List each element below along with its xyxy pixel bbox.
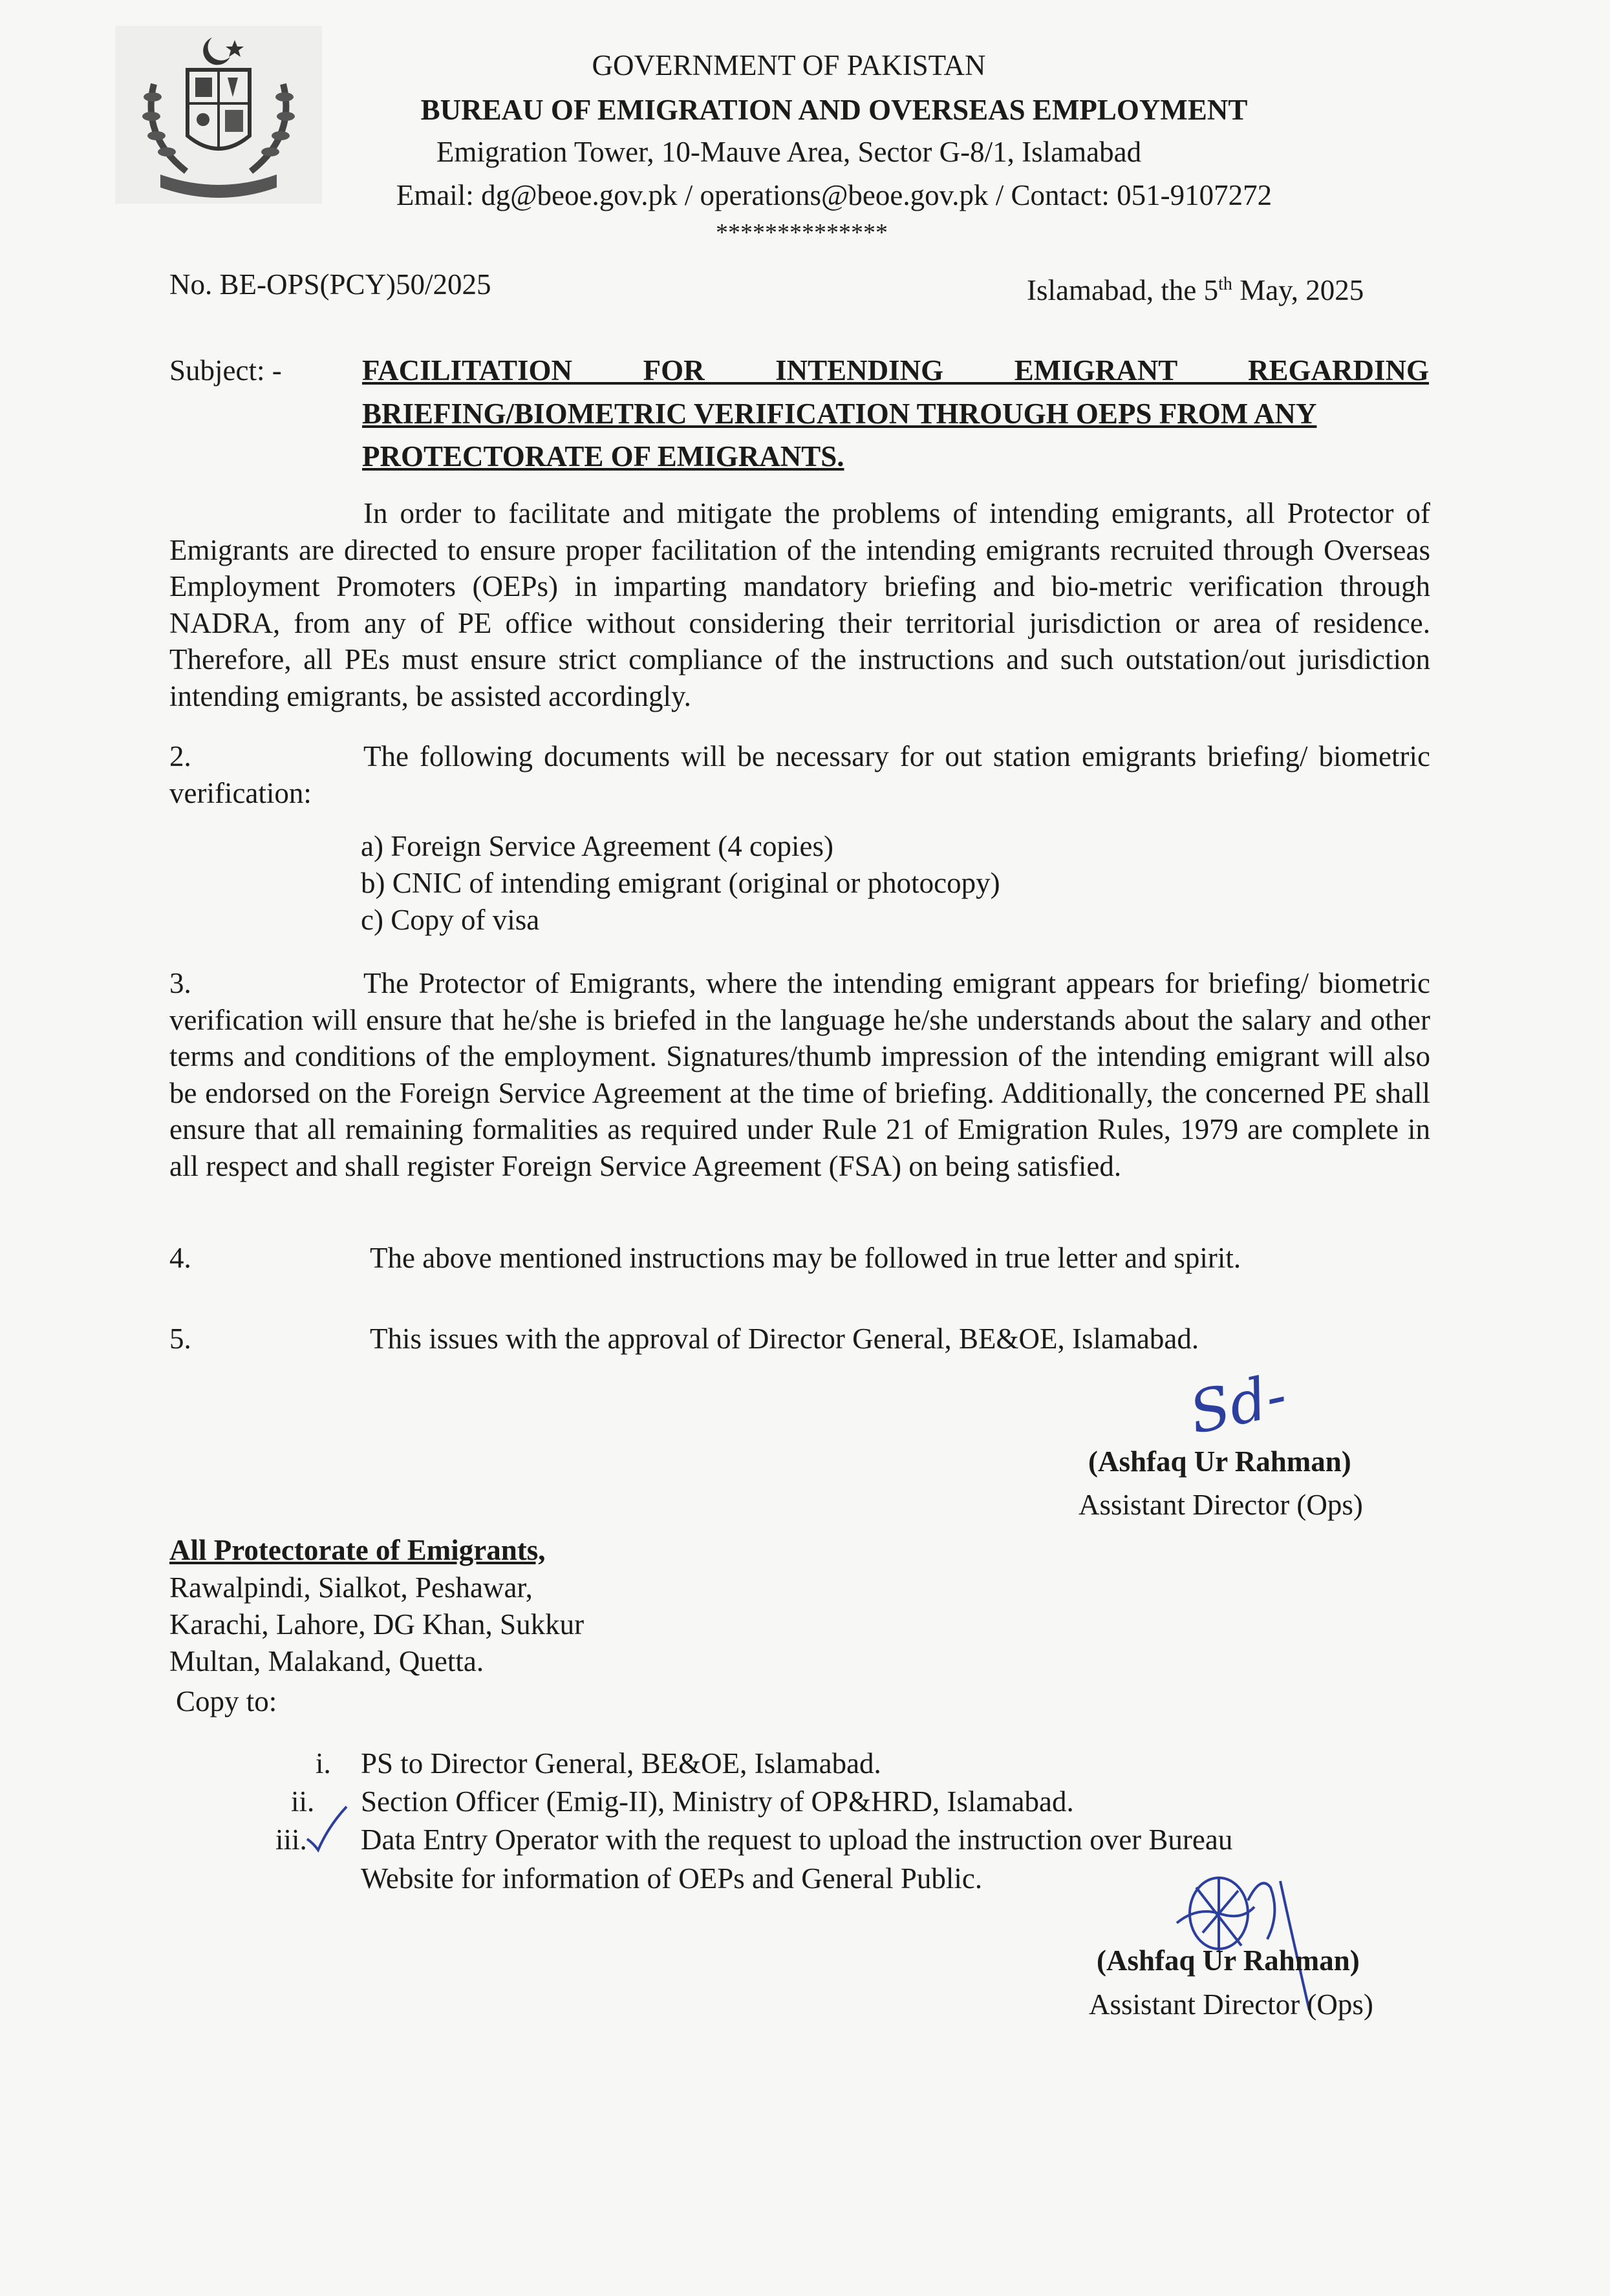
subject-line-1: FACILITATION FOR INTENDING EMIGRANT REGARDING: [362, 354, 1429, 387]
copy-number: i.: [316, 1747, 331, 1780]
header-stars: **************: [716, 219, 888, 246]
paragraph-2-number: 2.: [169, 740, 191, 772]
paragraph-3-number: 3.: [169, 967, 191, 999]
letter-date: Islamabad, the 5th May, 2025: [1027, 274, 1364, 306]
subject-line-2: BRIEFING/BIOMETRIC VERIFICATION THROUGH OEPS FROM ANY: [362, 398, 1317, 430]
copy-item: Data Entry Operator with the request to upload the instruction over Bureau: [361, 1823, 1233, 1856]
list-item: b) CNIC of intending emigrant (original or photocopy): [361, 867, 1000, 899]
copy-number: ii.: [291, 1785, 315, 1818]
paragraph-1: In order to facilitate and mitigate the problems of intending emigrants, all Protector of Emigrants are directed to ensure proper facilitation of the intending emigrants recruited through Overseas Employment Promoters (OEPs) in imparting mandatory briefing and bio-metric verification through NADRA, from any of PE office without considering their territorial jurisdiction or area of residence. Therefore, all PEs must ensure strict compliance of the instructions and such outstation/out jurisdiction intending emigrants, be assisted accordingly.: [169, 497, 1430, 712]
header-government: GOVERNMENT OF PAKISTAN: [592, 49, 986, 81]
reference-number: No. BE-OPS(PCY)50/2025: [169, 268, 491, 301]
list-item: c) Copy of visa: [361, 904, 540, 936]
header-contact: Email: dg@beoe.gov.pk / operations@beoe.gov.pk / Contact: 051-9107272: [396, 179, 1272, 211]
header-address: Emigration Tower, 10-Mauve Area, Sector G-8/1, Islamabad: [436, 136, 1142, 168]
signature-sd: Sd-: [1183, 1361, 1293, 1448]
copy-item: Section Officer (Emig-II), Ministry of OP&HRD, Islamabad.: [361, 1785, 1074, 1818]
distribution-line: Rawalpindi, Sialkot, Peshawar,: [169, 1571, 533, 1604]
distribution-line: Multan, Malakand, Quetta.: [169, 1645, 484, 1677]
paragraph-3: The Protector of Emigrants, where the intending emigrant appears for briefing/ biometric verification will ensure that he/she is briefed in the language he/she understands about the salary and other terms and conditions of the employment. Signatures/thumb impression of the intending emigrant will also be endorsed on the Foreign Service Agreement at the time of briefing. Additionally, the concerned PE shall ensure that all remaining formalities as required under Rule 21 of Emigration Rules, 1979 are complete in all respect and shall register Foreign Service Agreement (FSA) on being satisfied.: [169, 967, 1430, 1182]
distribution-heading: All Protectorate of Emigrants,: [169, 1534, 546, 1566]
copy-item: Website for information of OEPs and General Public.: [361, 1862, 983, 1895]
copy-number: iii.: [275, 1823, 307, 1856]
paragraph-5-number: 5.: [169, 1323, 191, 1355]
copy-item: PS to Director General, BE&OE, Islamabad.: [361, 1747, 881, 1780]
header-bureau: BUREAU OF EMIGRATION AND OVERSEAS EMPLOYMENT: [420, 94, 1248, 126]
check-mark-icon: [304, 1803, 349, 1855]
signatory-name: (Ashfaq Ur Rahman): [1088, 1445, 1351, 1478]
signatory-name-2: (Ashfaq Ur Rahman): [1097, 1944, 1360, 1977]
paragraph-4-number: 4.: [169, 1242, 191, 1274]
subject-label: Subject: -: [169, 354, 282, 387]
signatory-title: Assistant Director (Ops): [1079, 1489, 1363, 1521]
distribution-line: Karachi, Lahore, DG Khan, Sukkur: [169, 1608, 585, 1641]
signatory-title-2: Assistant Director (Ops): [1089, 1988, 1373, 2021]
list-item: a) Foreign Service Agreement (4 copies): [361, 830, 833, 862]
paragraph-5: This issues with the approval of Director General, BE&OE, Islamabad.: [370, 1323, 1199, 1355]
copy-to-label: Copy to:: [176, 1685, 277, 1717]
subject-line-3: PROTECTORATE OF EMIGRANTS.: [362, 440, 844, 473]
paragraph-2: The following documents will be necessary for out station emigrants briefing/ biometric verification:: [169, 740, 1430, 809]
paragraph-4: The above mentioned instructions may be followed in true letter and spirit.: [370, 1242, 1241, 1274]
state-emblem-icon: [115, 26, 322, 204]
